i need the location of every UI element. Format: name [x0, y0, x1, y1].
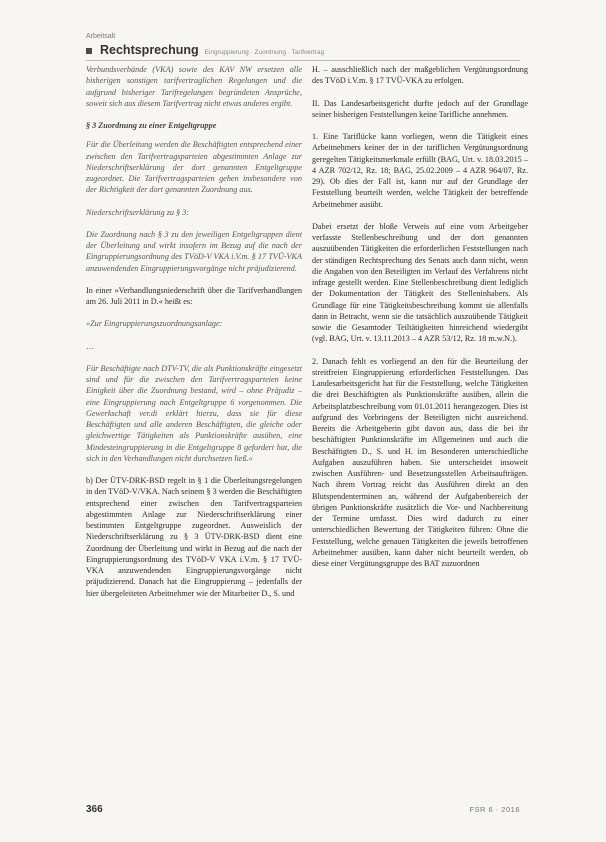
page-number: 366	[86, 804, 103, 815]
paragraph: Verbundsverbände (VKA) sowie des KAV NW ersetzen alle bisherigen sonstigen tarifvertraglichen Regelungen und die aufgrund bisheriger Tarifregelungen begründeten Ansprüche, soweit sich aus diesem Tarifvertrag nicht etwas anderes ergibt.	[86, 65, 302, 108]
page-footer	[86, 804, 520, 815]
header-marker-icon	[86, 48, 92, 54]
paragraph: Niederschriftserklärung zu § 3:	[86, 207, 190, 217]
paragraph: Für die Überleitung werden die Beschäftigten entsprechend einer zwischen den Tarifvertragsparteien abgestimmten Anlage zur Niederschriftserklärung der dort genannten Entgeltgruppe zugeordnet. Die Tarifvertragsparteien gehen insbesondere von der Richtigkeit der dort genannten Zuordnung aus.	[86, 140, 302, 195]
paragraph: II. Das Landesarbeitsgericht durfte jedoch auf der Grundlage seiner bisherigen Feststellungen keine Tarifliche annehmen.	[312, 98, 528, 119]
section-heading: § 3 Zuordnung zu einer Entgeltgruppe	[86, 121, 217, 130]
header-subtitle: Eingruppierung · Zuordnung · Tarifvertrag	[204, 49, 325, 56]
header-title: Rechtsprechung	[100, 43, 199, 57]
paragraph: »Zur Eingruppierungszuordnungsanlage:	[86, 319, 223, 329]
paragraph: Die Zuordnung nach § 3 zu den jeweiligen Entgeltgruppen dient der Überleitung und wirkt insofern im Bezug auf die nach der Eingruppierungsordnung des TVöD-V VKA i.V.m. § 17 TVÜ-VKA anzuwendenden Eingruppierungsvorgänge nicht präjudizierend.	[86, 229, 302, 273]
paragraph: H. – ausschließlich nach der maßgeblichen Vergütungsordnung des TVöD i.V.m. § 17 TVÜ-VKA zu erfolgen.	[312, 65, 528, 86]
section-label: Arbeitsalt	[86, 33, 116, 40]
journal-reference: FSR 6 · 2016	[469, 805, 520, 814]
paragraph: Dabei ersetzt der bloße Verweis auf eine vom Arbeitgeber verfasste Stellenbeschreibung und der dort genannten auszuübenden Tätigkeiten die erforderlichen Feststellungen nach der ständigen Rechtsprechung des Senats auch dann nicht, wenn die Angaben von den Beteiligten im Verlauf des Verfahrens nicht infrage gestellt werden. Eine Stellenbeschreibung dient lediglich der Dokumentation der Tätigkeit des Stelleninhabers. Als Grundlage für eine Tätigkeitsbeschreibung kommt sie allenfalls dann in Betracht, wenn sie die tatsächlich auszuübende Tätigkeit sowie die Gesamtoder Teiltätigkeiten hinreichend wiedergibt (vgl. BAG, Urt. v. 13.11.2013 – 4 AZR 53/12, Rz. 18 m.w.N.).	[312, 221, 528, 344]
right-text-column	[312, 64, 528, 580]
paragraph: In einer »Verhandlungsniederschrift über die Tarifverhandlungen am 26. Juli 2011 in D.« heißt es:	[86, 285, 302, 306]
paragraph: …	[86, 341, 95, 351]
paragraph: 2. Danach fehlt es vorliegend an den für die Beurteilung der streitfreien Eingruppierung erforderlichen Feststellungen. Das Landesarbeitsgericht hat für die Feststellung, welche Tätigkeiten die drei Beschäftigten als Punktionskräfte ausüben, allein die Arbeitsplatzbeschreibung vom 01.01.2011 herangezogen. Dies ist aufgrund des Vorbringens der Beteiligten nicht ausreichend. Bereits die Arbeitgeberin gibt davon aus, dass die bei ihr beschäftigten Punktionskräfte im Allgemeinen und auch die Beschäftigten D., S. und H. im Besonderen unterschiedliche Aufgaben auszuführen haben. Sie unterscheidet insoweit zwischen Ausführen- und Besetzungsstellen Arbeitsaufträgen. Nach ihrem Vortrag reicht das Ausführen direkt an den Blutspendenterminen an, während der Aufgabenbereich der übrigen Punktionskräfte zusätzlich die Vor- und Nachbereitung der Termine umfasst. Dies wird dadurch zu einer unterschiedlichen Bewertung der Tätigkeiten führen: Ohne die Feststellung, welche genauen Tätigkeiten die jeweils betroffenen Arbeitnehmer ausüben, kann daher nicht beurteilt werden, ob diese einer Vergütungsgruppe des BAT zuzuordnen	[312, 356, 528, 568]
paragraph: Für Beschäftigte nach DTV-TV, die als Punktionskräfte eingesetzt sind und für die zwischen den Tarifvertragsparteien keine Einigkeit über die Zuordnung bestand, wird – ohne Präjudiz – eine Eingruppierung nach Entgeltgruppe 6 vorgenommen. Die Gewerkschaft ver.di erklärt hierzu, dass sie für diese Beschäftigten und alle anderen Beschäftigten, die gleiche oder gleichwertige Tätigkeiten als Punktionskräfte ausüben, eine Mindesteingruppierung in die Entgeltgruppe 8 gefordert hat, die sich in den Verhandlungen nicht durchsetzen ließ.«	[86, 363, 302, 463]
paragraph: b) Der ÜTV-DRK-BSD regelt in § 1 die Überleitungsregelungen in den TVöD-V/VKA. Nach seinem § 3 werden die Beschäftigten entsprechend einer zwischen den Tarifvertragsparteien abgestimmten Anlage zur Niederschriftserklärung einer bestimmten Entgeltgruppe zugeordnet. Ausweislich der Niederschriftserklärung zu § 3 ÜTV-DRK-BSD dient eine Zuordnung der Überleitung und wirkt in Bezug auf die nach der Eingruppierungsordnung des TVöD-V VKA i.V.m. § 17 TVÜ-VKA anzuwendenden Eingruppierungsvorgänge nicht präjudizierend. Danach hat die Eingruppierung – jedenfalls der hier übergeleiteten Arbeitnehmer wie der Mitarbeiter D., S. und	[86, 476, 302, 598]
left-text-column	[86, 64, 302, 610]
paragraph: 1. Eine Tariflücke kann vorliegen, wenn die Tätigkeit eines Arbeitnehmers keiner der in der tariflichen Vergütungsordnung geregelten Tätigkeitsmerkmale erfüllt (BAG, Urt. v. 18.03.2015 – 4 AZR 702/12, Rz. 18; BAG, 25.02.2009 – 4 AZR 964/07, Rz. 29). Ob dies der Fall ist, kann nur auf der Grundlage der Feststellung beurteilt werden, welche Tätigkeit der betreffende Arbeitnehmer ausübt.	[312, 132, 528, 209]
running-header	[86, 43, 520, 61]
